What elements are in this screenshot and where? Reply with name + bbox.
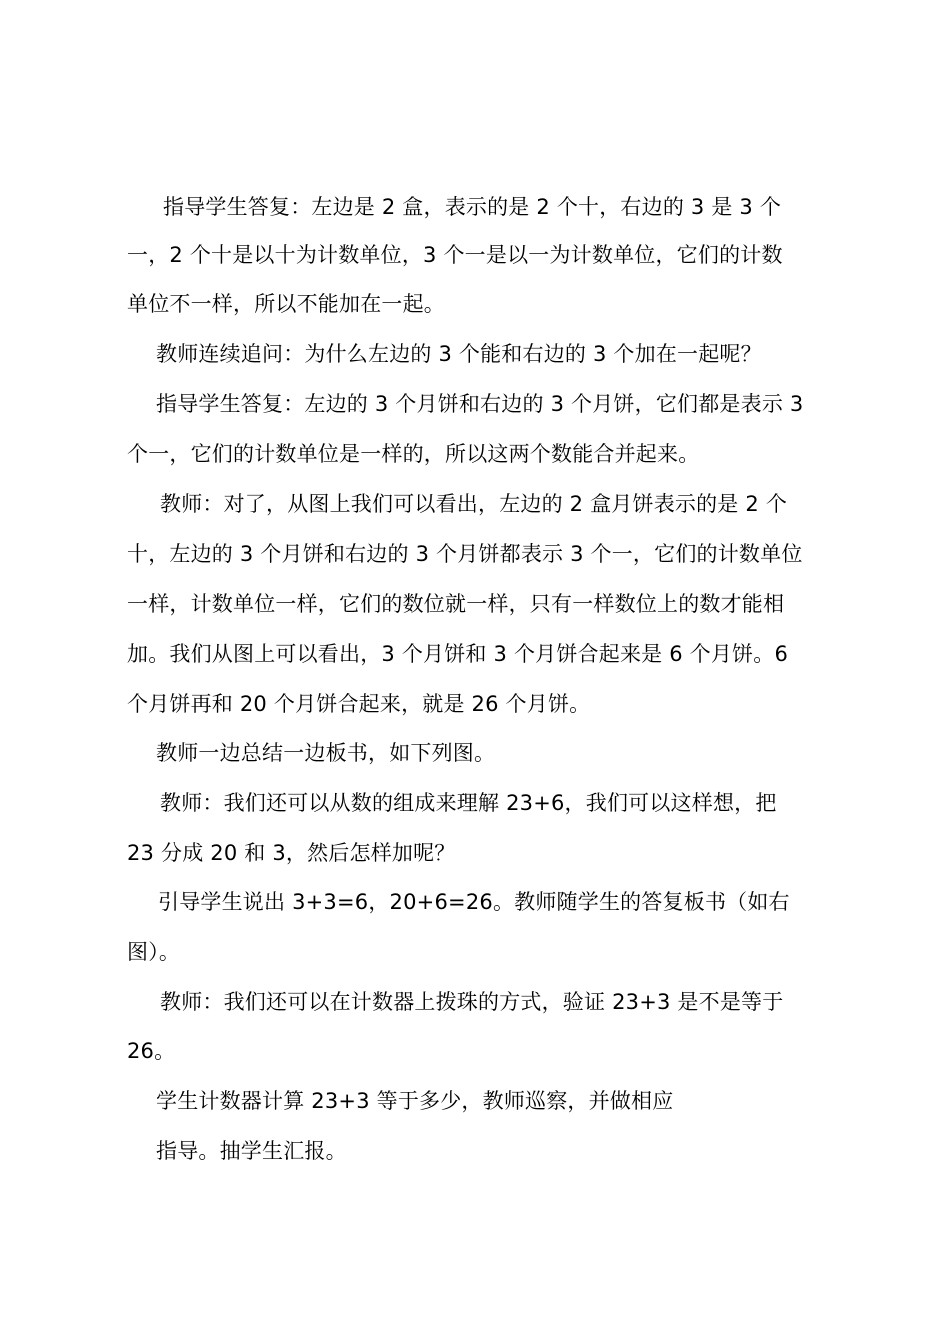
text-line: 教师：对了，从图上我们可以看出，左边的 2 盒月饼表示的是 2 个 [160, 492, 788, 516]
text-line: 一，2 个十是以十为计数单位，3 个一是以一为计数单位，它们的计数 [127, 243, 783, 267]
text-line: 教师连续追问：为什么左边的 3 个能和右边的 3 个加在一起呢？ [156, 342, 762, 366]
text-line: 指导。抽学生汇报。 [156, 1139, 347, 1163]
text-line: 23 分成 20 和 3，然后怎样加呢？ [127, 841, 456, 865]
text-line: 单位不一样，所以不能加在一起。 [127, 292, 445, 316]
text-line: 教师：我们还可以从数的组成来理解 23+6，我们可以这样想，把 [160, 791, 777, 815]
text-line: 指导学生答复：左边的 3 个月饼和右边的 3 个月饼，它们都是表示 3 [156, 392, 804, 416]
text-line: 加。我们从图上可以看出，3 个月饼和 3 个月饼合起来是 6 个月饼。6 [127, 642, 789, 666]
text-line: 指导学生答复：左边是 2 盒，表示的是 2 个十，右边的 3 是 3 个 [163, 195, 782, 219]
text-line: 引导学生说出 3+3=6，20+6=26。教师随学生的答复板书（如右 [158, 890, 790, 914]
text-line: 教师一边总结一边板书，如下列图。 [156, 741, 496, 765]
text-line: 个月饼再和 20 个月饼合起来，就是 26 个月饼。 [127, 692, 591, 716]
text-line: 教师：我们还可以在计数器上拨珠的方式，验证 23+3 是不是等于 [160, 990, 784, 1014]
text-line: 一样，计数单位一样，它们的数位就一样，只有一样数位上的数才能相 [127, 592, 785, 616]
text-line: 26。 [127, 1039, 176, 1063]
text-line: 学生计数器计算 23+3 等于多少，教师巡察，并做相应 [156, 1089, 674, 1113]
text-line: 个一，它们的计数单位是一样的，所以这两个数能合并起来。 [127, 442, 700, 466]
text-line: 图）。 [127, 940, 181, 964]
text-line: 十，左边的 3 个月饼和右边的 3 个月饼都表示 3 个一，它们的计数单位 [127, 542, 803, 566]
